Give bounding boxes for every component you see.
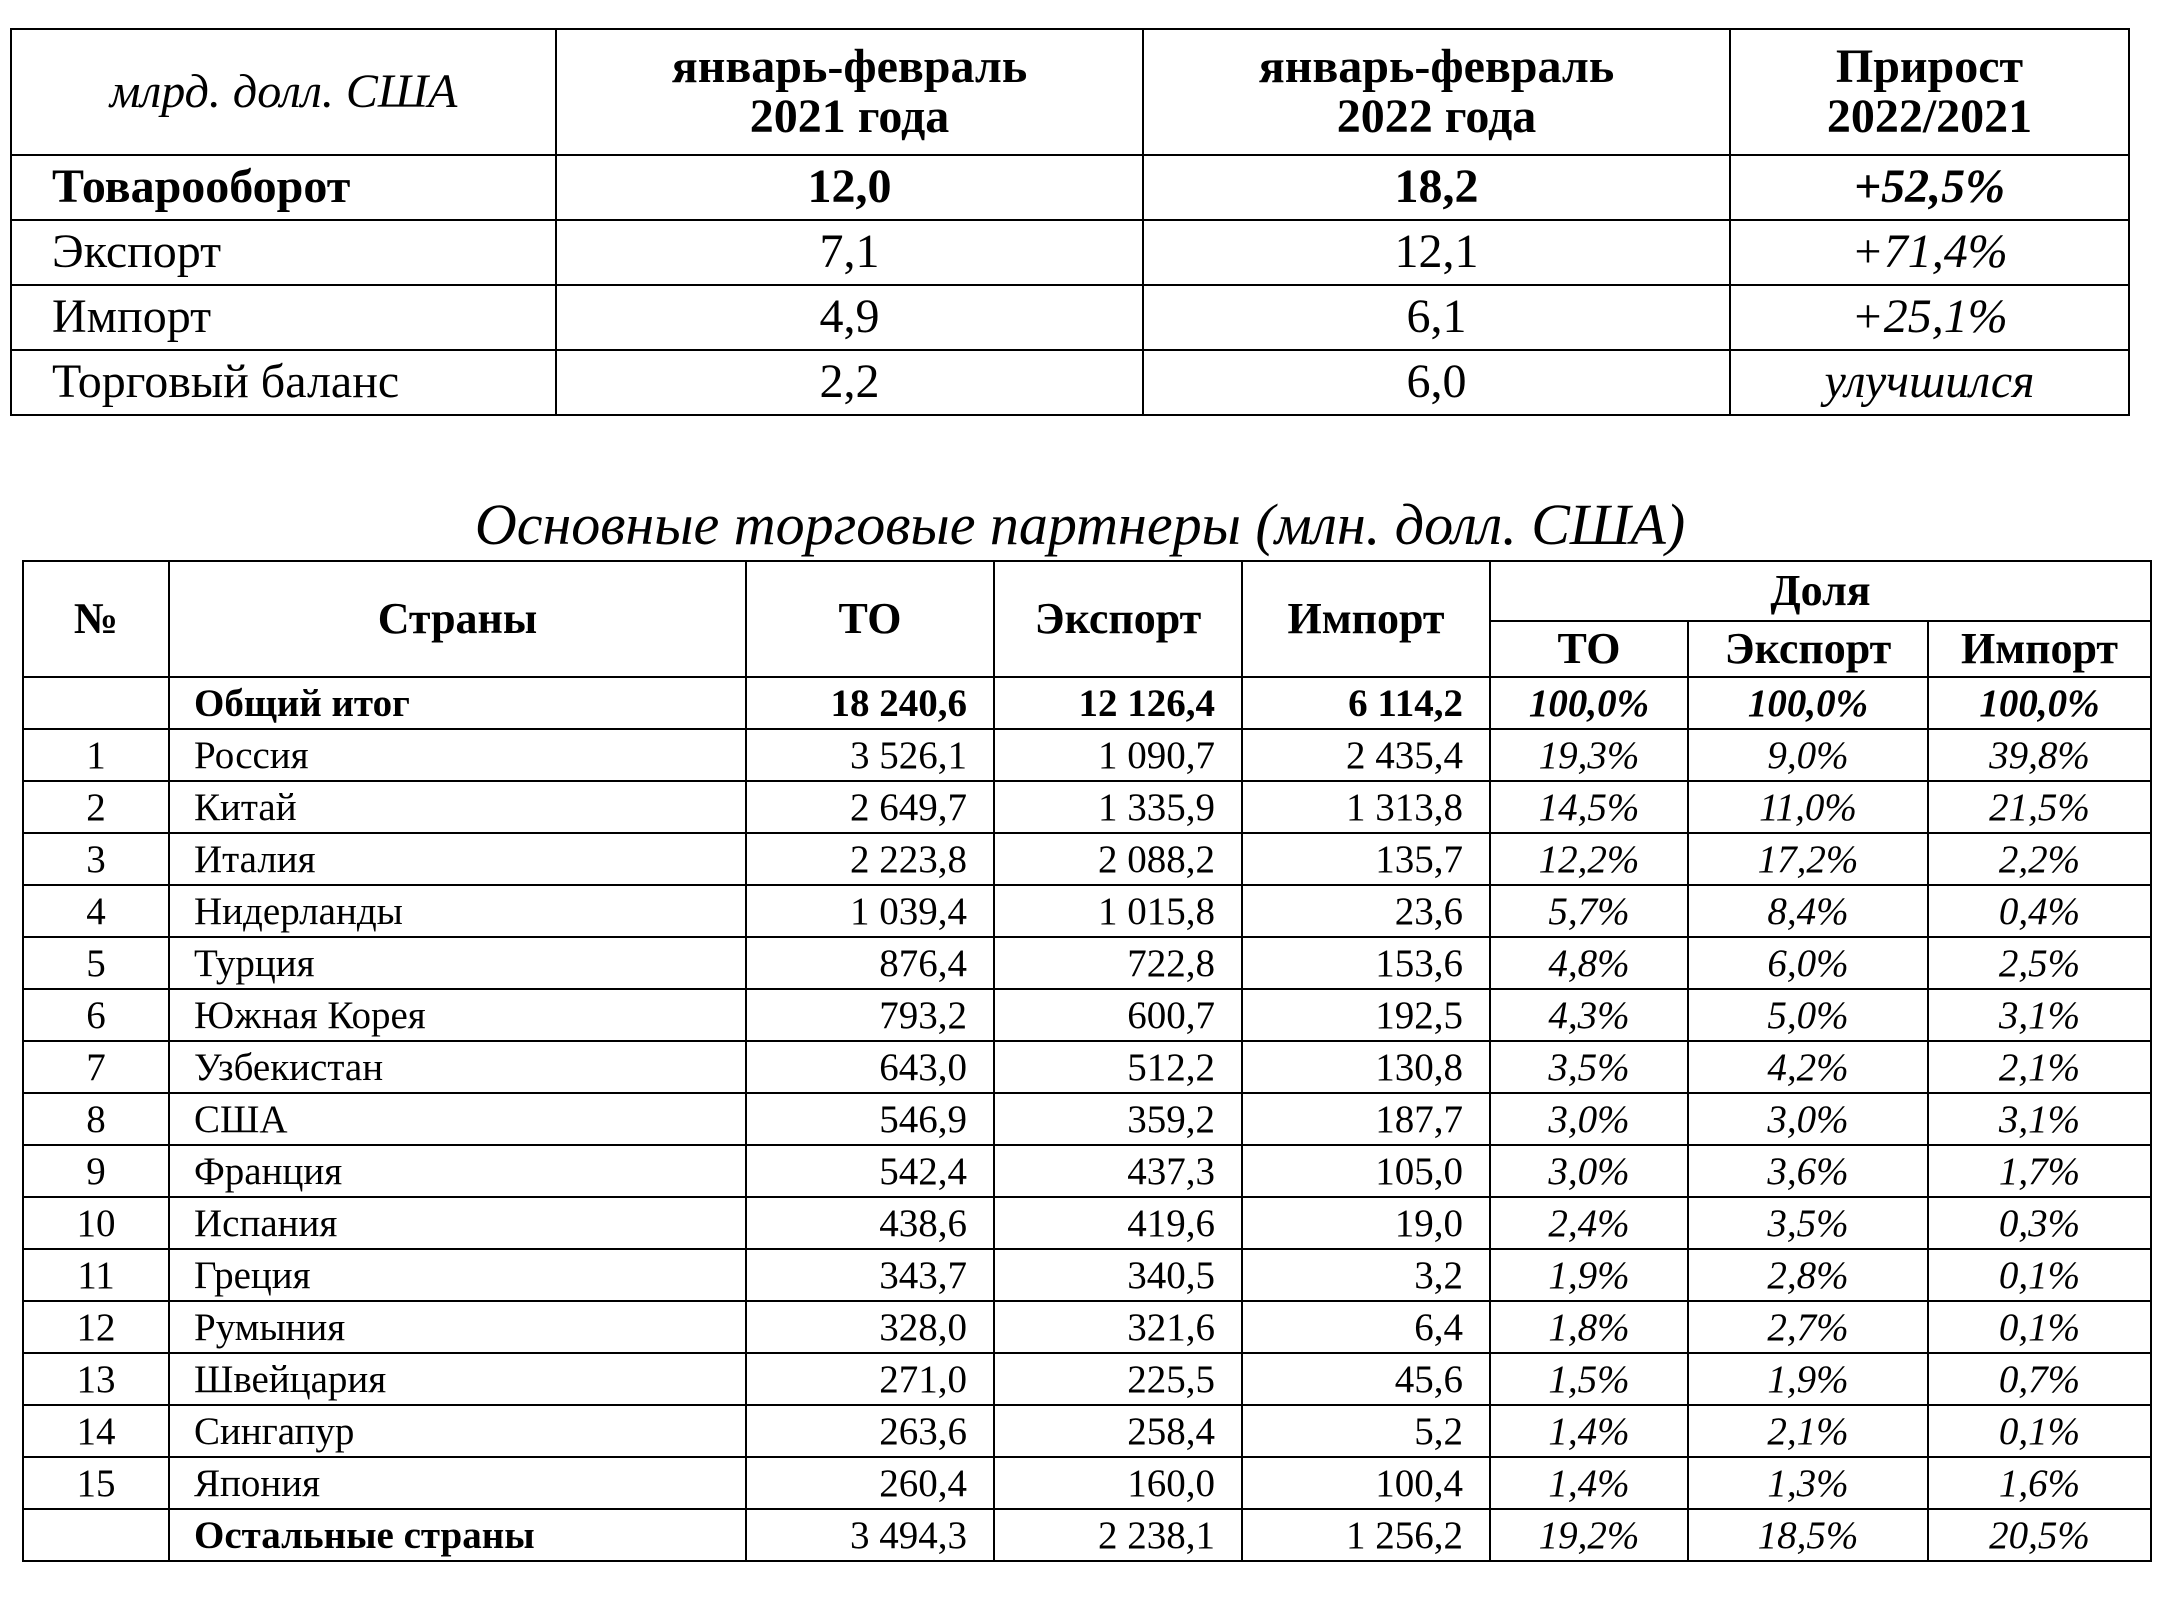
export-value: 1 335,9 <box>994 781 1242 833</box>
import-value: 6 114,2 <box>1242 677 1490 729</box>
share-export: 11,0% <box>1688 781 1928 833</box>
share-turnover: 1,5% <box>1490 1353 1688 1405</box>
partners-header-row <box>23 561 2151 621</box>
import-value: 130,8 <box>1242 1041 1490 1093</box>
share-export: 18,5% <box>1688 1509 1928 1561</box>
summary-value-2022: 12,1 <box>1143 220 1730 285</box>
import-value: 1 313,8 <box>1242 781 1490 833</box>
share-export: 1,3% <box>1688 1457 1928 1509</box>
share-import: 1,7% <box>1928 1145 2151 1197</box>
import-value: 105,0 <box>1242 1145 1490 1197</box>
summary-value-2022: 6,0 <box>1143 350 1730 415</box>
share-turnover: 12,2% <box>1490 833 1688 885</box>
table-row <box>23 885 2151 937</box>
share-export: 2,1% <box>1688 1405 1928 1457</box>
header-turnover: ТО <box>746 561 994 677</box>
country-name: Япония <box>169 1457 746 1509</box>
share-import: 21,5% <box>1928 781 2151 833</box>
turnover-value: 18 240,6 <box>746 677 994 729</box>
summary-row-label: Импорт <box>11 285 556 350</box>
export-value: 225,5 <box>994 1353 1242 1405</box>
row-number <box>23 1509 169 1561</box>
summary-value-2021: 4,9 <box>556 285 1143 350</box>
export-value: 722,8 <box>994 937 1242 989</box>
share-export: 2,8% <box>1688 1249 1928 1301</box>
row-number: 8 <box>23 1093 169 1145</box>
summary-header-2022: январь-февраль 2022 года <box>1143 29 1730 155</box>
share-turnover: 1,8% <box>1490 1301 1688 1353</box>
country-name: Китай <box>169 781 746 833</box>
row-number: 13 <box>23 1353 169 1405</box>
table-row <box>23 1457 2151 1509</box>
summary-growth: +52,5% <box>1730 155 2129 220</box>
header-import: Импорт <box>1242 561 1490 677</box>
import-value: 19,0 <box>1242 1197 1490 1249</box>
summary-row-balance <box>11 350 2129 415</box>
header-share: Доля <box>1490 561 2151 621</box>
partners-others-row <box>23 1509 2151 1561</box>
import-value: 2 435,4 <box>1242 729 1490 781</box>
summary-growth: +25,1% <box>1730 285 2129 350</box>
import-value: 5,2 <box>1242 1405 1490 1457</box>
country-name: Греция <box>169 1249 746 1301</box>
share-export: 3,6% <box>1688 1145 1928 1197</box>
row-number: 14 <box>23 1405 169 1457</box>
share-turnover: 3,0% <box>1490 1145 1688 1197</box>
share-import: 39,8% <box>1928 729 2151 781</box>
table-row <box>23 937 2151 989</box>
export-value: 340,5 <box>994 1249 1242 1301</box>
turnover-value: 876,4 <box>746 937 994 989</box>
share-export: 5,0% <box>1688 989 1928 1041</box>
country-name: Румыния <box>169 1301 746 1353</box>
table-row <box>23 1041 2151 1093</box>
row-number <box>23 677 169 729</box>
row-number: 2 <box>23 781 169 833</box>
share-import: 3,1% <box>1928 989 2151 1041</box>
header-no: № <box>23 561 169 677</box>
country-name: США <box>169 1093 746 1145</box>
header-country: Страны <box>169 561 746 677</box>
summary-header-2021: январь-февраль 2021 года <box>556 29 1143 155</box>
country-name: Россия <box>169 729 746 781</box>
share-import: 0,7% <box>1928 1353 2151 1405</box>
turnover-value: 2 223,8 <box>746 833 994 885</box>
table-row <box>23 1405 2151 1457</box>
table-row <box>23 1093 2151 1145</box>
import-value: 6,4 <box>1242 1301 1490 1353</box>
export-value: 2 088,2 <box>994 833 1242 885</box>
import-value: 45,6 <box>1242 1353 1490 1405</box>
share-turnover: 2,4% <box>1490 1197 1688 1249</box>
summary-row-label: Экспорт <box>11 220 556 285</box>
summary-row-import <box>11 285 2129 350</box>
share-import: 0,1% <box>1928 1405 2151 1457</box>
share-export: 4,2% <box>1688 1041 1928 1093</box>
summary-header-row <box>11 29 2129 155</box>
table-row <box>23 1145 2151 1197</box>
country-name: Нидерланды <box>169 885 746 937</box>
country-name: Остальные страны <box>169 1509 746 1561</box>
summary-row-label: Товарооборот <box>11 155 556 220</box>
share-turnover: 3,5% <box>1490 1041 1688 1093</box>
export-value: 160,0 <box>994 1457 1242 1509</box>
header-export: Экспорт <box>994 561 1242 677</box>
summary-growth: +71,4% <box>1730 220 2129 285</box>
export-value: 2 238,1 <box>994 1509 1242 1561</box>
table-row <box>23 781 2151 833</box>
share-import: 100,0% <box>1928 677 2151 729</box>
row-number: 1 <box>23 729 169 781</box>
share-export: 3,0% <box>1688 1093 1928 1145</box>
country-name: Сингапур <box>169 1405 746 1457</box>
partners-body <box>23 677 2151 1561</box>
country-name: Турция <box>169 937 746 989</box>
turnover-value: 263,6 <box>746 1405 994 1457</box>
turnover-value: 1 039,4 <box>746 885 994 937</box>
partners-total-row <box>23 677 2151 729</box>
share-import: 3,1% <box>1928 1093 2151 1145</box>
header-share-import: Импорт <box>1928 621 2151 677</box>
import-value: 23,6 <box>1242 885 1490 937</box>
row-number: 5 <box>23 937 169 989</box>
share-import: 0,1% <box>1928 1249 2151 1301</box>
row-number: 9 <box>23 1145 169 1197</box>
export-value: 321,6 <box>994 1301 1242 1353</box>
turnover-value: 546,9 <box>746 1093 994 1145</box>
export-value: 512,2 <box>994 1041 1242 1093</box>
country-name: Южная Корея <box>169 989 746 1041</box>
share-import: 2,1% <box>1928 1041 2151 1093</box>
row-number: 15 <box>23 1457 169 1509</box>
share-turnover: 19,2% <box>1490 1509 1688 1561</box>
row-number: 11 <box>23 1249 169 1301</box>
turnover-value: 343,7 <box>746 1249 994 1301</box>
partners-caption: Основные торговые партнеры (млн. долл. США) <box>474 492 1686 557</box>
country-name: Швейцария <box>169 1353 746 1405</box>
export-value: 359,2 <box>994 1093 1242 1145</box>
share-export: 17,2% <box>1688 833 1928 885</box>
turnover-value: 793,2 <box>746 989 994 1041</box>
share-turnover: 1,9% <box>1490 1249 1688 1301</box>
share-export: 1,9% <box>1688 1353 1928 1405</box>
table-row <box>23 1197 2151 1249</box>
share-turnover: 100,0% <box>1490 677 1688 729</box>
summary-value-2021: 7,1 <box>556 220 1143 285</box>
summary-value-2021: 2,2 <box>556 350 1143 415</box>
share-turnover: 3,0% <box>1490 1093 1688 1145</box>
turnover-value: 328,0 <box>746 1301 994 1353</box>
share-turnover: 4,3% <box>1490 989 1688 1041</box>
share-import: 20,5% <box>1928 1509 2151 1561</box>
summary-header-growth: Прирост 2022/2021 <box>1730 29 2129 155</box>
import-value: 135,7 <box>1242 833 1490 885</box>
export-value: 1 015,8 <box>994 885 1242 937</box>
share-import: 1,6% <box>1928 1457 2151 1509</box>
share-export: 100,0% <box>1688 677 1928 729</box>
share-export: 9,0% <box>1688 729 1928 781</box>
turnover-value: 3 494,3 <box>746 1509 994 1561</box>
turnover-value: 643,0 <box>746 1041 994 1093</box>
turnover-value: 271,0 <box>746 1353 994 1405</box>
summary-growth: улучшился <box>1730 350 2129 415</box>
row-number: 6 <box>23 989 169 1041</box>
share-turnover: 1,4% <box>1490 1457 1688 1509</box>
share-export: 8,4% <box>1688 885 1928 937</box>
share-turnover: 5,7% <box>1490 885 1688 937</box>
row-number: 3 <box>23 833 169 885</box>
header-share-export: Экспорт <box>1688 621 1928 677</box>
import-value: 3,2 <box>1242 1249 1490 1301</box>
turnover-value: 542,4 <box>746 1145 994 1197</box>
row-number: 7 <box>23 1041 169 1093</box>
share-turnover: 1,4% <box>1490 1405 1688 1457</box>
country-name: Узбекистан <box>169 1041 746 1093</box>
row-number: 4 <box>23 885 169 937</box>
export-value: 437,3 <box>994 1145 1242 1197</box>
turnover-value: 260,4 <box>746 1457 994 1509</box>
table-row <box>23 1249 2151 1301</box>
import-value: 1 256,2 <box>1242 1509 1490 1561</box>
summary-row-label: Торговый баланс <box>11 350 556 415</box>
import-value: 192,5 <box>1242 989 1490 1041</box>
summary-unit-label: млрд. долл. США <box>11 29 556 155</box>
row-number: 10 <box>23 1197 169 1249</box>
country-name: Общий итог <box>169 677 746 729</box>
import-value: 153,6 <box>1242 937 1490 989</box>
summary-row-export <box>11 220 2129 285</box>
export-value: 419,6 <box>994 1197 1242 1249</box>
share-turnover: 4,8% <box>1490 937 1688 989</box>
turnover-value: 3 526,1 <box>746 729 994 781</box>
share-import: 2,2% <box>1928 833 2151 885</box>
share-import: 0,1% <box>1928 1301 2151 1353</box>
share-import: 0,3% <box>1928 1197 2151 1249</box>
share-export: 2,7% <box>1688 1301 1928 1353</box>
import-value: 187,7 <box>1242 1093 1490 1145</box>
partners-table <box>22 560 2152 1562</box>
table-row <box>23 989 2151 1041</box>
country-name: Франция <box>169 1145 746 1197</box>
import-value: 100,4 <box>1242 1457 1490 1509</box>
summary-value-2021: 12,0 <box>556 155 1143 220</box>
share-import: 0,4% <box>1928 885 2151 937</box>
country-name: Испания <box>169 1197 746 1249</box>
row-number: 12 <box>23 1301 169 1353</box>
export-value: 600,7 <box>994 989 1242 1041</box>
share-export: 3,5% <box>1688 1197 1928 1249</box>
summary-row-turnover <box>11 155 2129 220</box>
country-name: Италия <box>169 833 746 885</box>
share-turnover: 14,5% <box>1490 781 1688 833</box>
table-row <box>23 1353 2151 1405</box>
table-row <box>23 1301 2151 1353</box>
summary-value-2022: 18,2 <box>1143 155 1730 220</box>
turnover-value: 2 649,7 <box>746 781 994 833</box>
export-value: 258,4 <box>994 1405 1242 1457</box>
share-import: 2,5% <box>1928 937 2151 989</box>
header-share-turnover: ТО <box>1490 621 1688 677</box>
export-value: 12 126,4 <box>994 677 1242 729</box>
share-turnover: 19,3% <box>1490 729 1688 781</box>
table-row <box>23 833 2151 885</box>
table-row <box>23 729 2151 781</box>
summary-table <box>10 28 2130 416</box>
turnover-value: 438,6 <box>746 1197 994 1249</box>
export-value: 1 090,7 <box>994 729 1242 781</box>
summary-value-2022: 6,1 <box>1143 285 1730 350</box>
share-export: 6,0% <box>1688 937 1928 989</box>
